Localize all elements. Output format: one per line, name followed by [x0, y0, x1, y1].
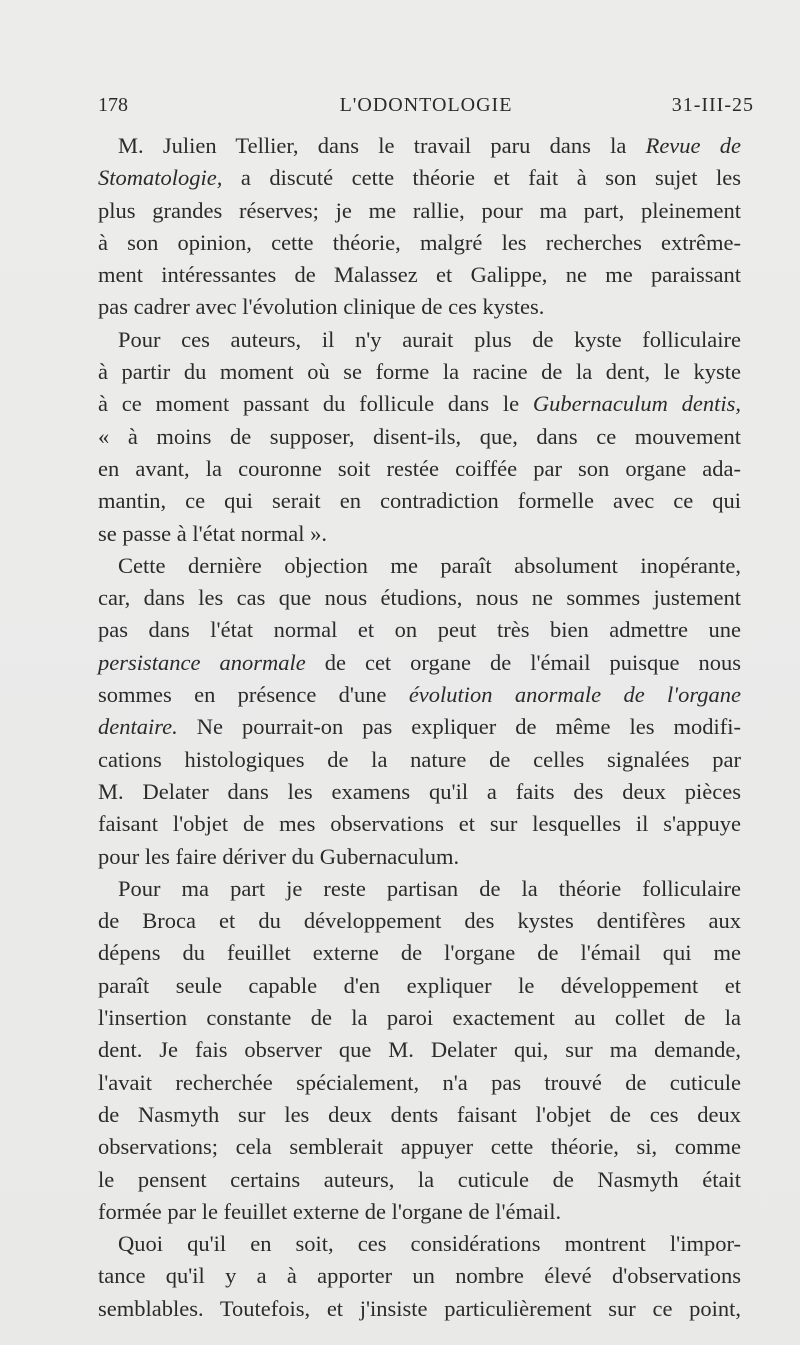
text-span: en avant, la couronne soit restée coiffée par son organe ada-	[98, 455, 741, 481]
text-line	[98, 679, 741, 711]
text-span: Pour ma part je reste partisan de la théorie folliculaire	[118, 875, 741, 901]
text-line	[98, 518, 741, 550]
text-line	[98, 873, 741, 905]
italic-text: persistance anormale	[98, 649, 306, 675]
text-line	[98, 1164, 741, 1196]
text-line	[98, 162, 741, 194]
text-span: mantin, ce qui serait en contradiction formelle avec ce qui	[98, 488, 741, 514]
journal-title: L'ODONTOLOGIE	[339, 94, 513, 116]
text-line	[98, 647, 741, 679]
text-line	[98, 550, 741, 582]
text-span: car, dans les cas que nous étudions, nous ne sommes justement	[98, 585, 741, 611]
text-span: M. Delater dans les examens qu'il a faits des deux pièces	[98, 778, 741, 804]
text-line	[98, 776, 741, 808]
text-span: à ce moment passant du follicule dans le	[98, 391, 533, 417]
text-span: Cette dernière objection me paraît absolument inopérante,	[118, 552, 741, 578]
text-line	[98, 291, 741, 323]
text-span: Ne pourrait-on pas expliquer de même les modifi-	[177, 714, 741, 740]
text-line	[98, 227, 741, 259]
text-line	[98, 421, 741, 453]
text-span: de Broca et du développement des kystes dentifères aux	[98, 908, 741, 934]
text-span: faisant l'objet de mes observations et sur lesquelles il s'appuye	[98, 811, 741, 837]
text-span: a discuté cette théorie et fait à son sujet les	[222, 165, 741, 191]
text-line	[98, 1002, 741, 1034]
text-span: de cet organe de l'émail puisque nous	[305, 649, 741, 675]
text-line	[98, 388, 741, 420]
text-line	[98, 1131, 741, 1163]
text-line	[98, 970, 741, 1002]
text-line	[98, 905, 741, 937]
text-line	[98, 744, 741, 776]
italic-text: dentaire.	[98, 714, 178, 740]
text-span: observations; cela semblerait appuyer cette théorie, si, comme	[98, 1134, 741, 1160]
text-line	[98, 485, 741, 517]
text-span: M. Julien Tellier, dans le travail paru dans la	[118, 133, 646, 158]
text-span: paraît seule capable d'en expliquer le développement et	[98, 972, 741, 998]
text-span: semblables. Toutefois, et j'insiste particulièrement sur ce point,	[98, 1295, 741, 1321]
italic-text: Stomatologie,	[98, 165, 223, 191]
text-line	[98, 614, 741, 646]
text-span: à partir du moment où se forme la racine de la dent, le kyste	[98, 359, 741, 385]
text-line	[98, 324, 741, 356]
text-span: dépens du feuillet externe de l'organe de l'émail qui me	[98, 940, 741, 966]
text-line	[98, 453, 741, 485]
text-line	[98, 130, 741, 162]
text-line	[98, 195, 741, 227]
text-line	[98, 808, 741, 840]
text-line	[98, 1196, 741, 1228]
text-line	[98, 356, 741, 388]
page-number: 178	[98, 94, 128, 116]
text-span: se passe à l'état normal ».	[98, 520, 327, 546]
text-line	[98, 259, 741, 291]
text-span: formée par le feuillet externe de l'organe de l'émail.	[98, 1198, 562, 1224]
text-line	[98, 582, 741, 614]
italic-text: évolution anormale de l'organe	[408, 682, 741, 708]
text-line	[98, 1067, 741, 1099]
text-span: sommes en présence d'une	[98, 682, 409, 708]
italic-text: Revue de	[645, 133, 741, 158]
text-span: ment intéressantes de Malassez et Galippe, ne me paraissant	[98, 262, 741, 288]
text-span: l'insertion constante de la paroi exactement au collet de la	[98, 1005, 741, 1031]
issue-date: 31-III-25	[671, 94, 754, 116]
text-span: l'avait recherchée spécialement, n'a pas trouvé de cuticule	[98, 1069, 741, 1095]
text-span: Pour ces auteurs, il n'y aurait plus de kyste folliculaire	[118, 326, 741, 352]
text-span: de Nasmyth sur les deux dents faisant l'objet de ces deux	[98, 1101, 741, 1127]
text-line	[98, 1260, 741, 1292]
text-span: cations histologiques de la nature de celles signalées par	[98, 746, 741, 772]
running-head	[98, 94, 754, 124]
text-span: Quoi qu'il en soit, ces considérations montrent l'impor-	[118, 1231, 741, 1257]
text-line	[98, 841, 741, 873]
text-line	[98, 1228, 741, 1260]
text-span: pas cadrer avec l'évolution clinique de ces kystes.	[98, 294, 545, 320]
text-line	[98, 1293, 741, 1325]
text-span: pour les faire dériver du Gubernaculum.	[98, 843, 460, 869]
text-span: le pensent certains auteurs, la cuticule de Nasmyth était	[98, 1166, 741, 1192]
text-span: tance qu'il y a à apporter un nombre élevé d'observations	[98, 1263, 741, 1289]
text-span: pas dans l'état normal et on peut très bien admettre une	[98, 617, 741, 643]
body-text	[98, 130, 741, 1325]
text-line	[98, 937, 741, 969]
text-line	[98, 1099, 741, 1131]
text-line	[98, 711, 741, 743]
text-span: plus grandes réserves; je me rallie, pour ma part, pleinement	[98, 197, 741, 223]
text-span: à son opinion, cette théorie, malgré les recherches extrême-	[98, 229, 741, 255]
text-line	[98, 1034, 741, 1066]
text-span: dent. Je fais observer que M. Delater qui, sur ma demande,	[98, 1037, 741, 1063]
text-span: « à moins de supposer, disent-ils, que, dans ce mouvement	[98, 423, 741, 449]
italic-text: Gubernaculum dentis,	[532, 391, 741, 417]
